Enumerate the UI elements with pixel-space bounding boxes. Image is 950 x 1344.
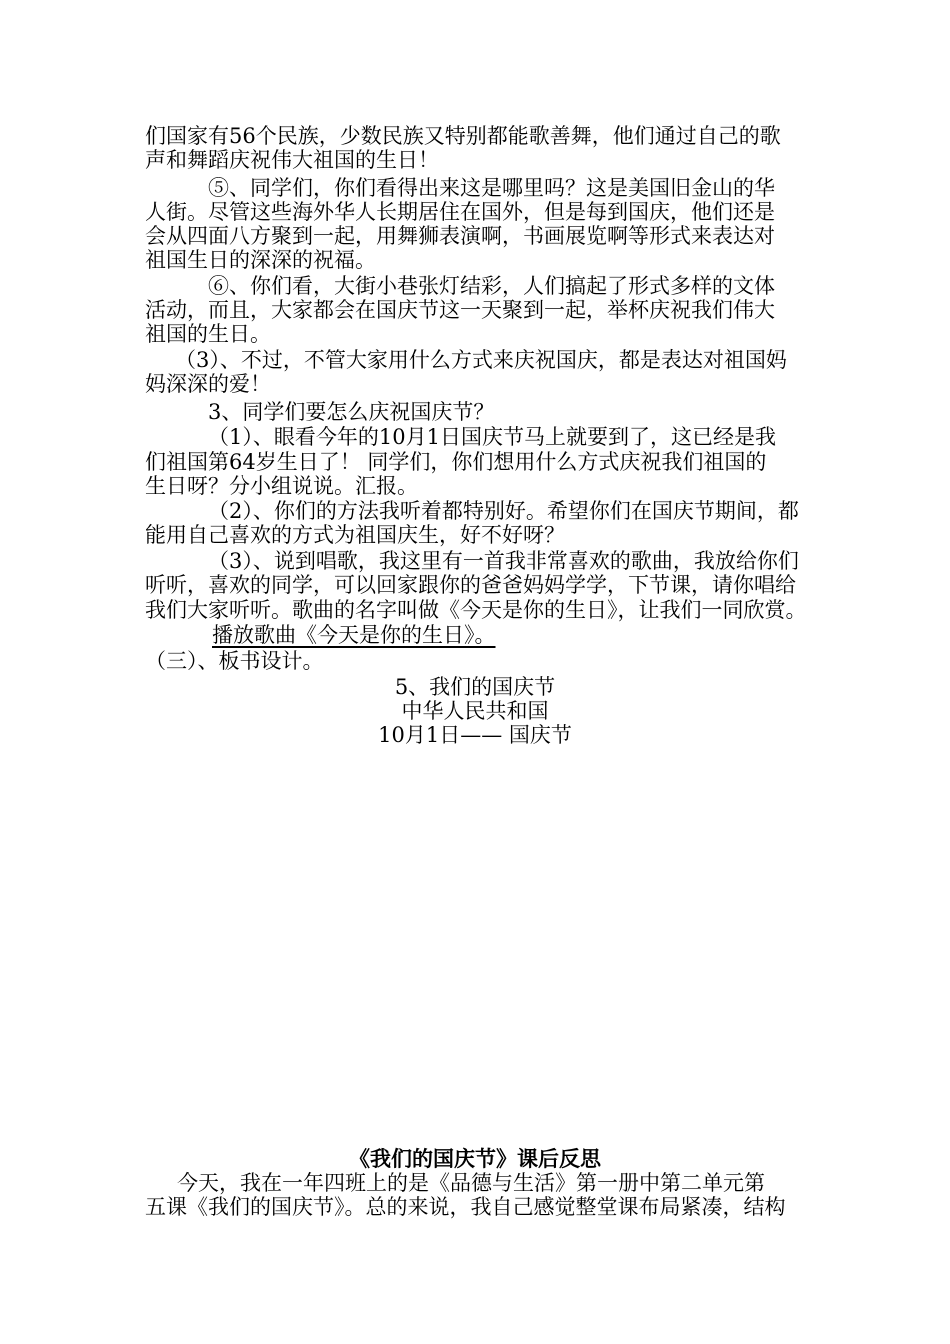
board-design-line: 中华人民共和国 — [401, 699, 549, 723]
text-line: 妈深深的爱！ — [145, 372, 271, 396]
text-line: 会从四面八方聚到一起，用舞狮表演啊，书画展览啊等形式来表达对 — [145, 224, 775, 248]
text-line: 我们大家听听。歌曲的名字叫做《今天是你的生日》，让我们一同欣赏。 — [145, 598, 807, 622]
text-line: 今天，我在一年四班上的是《品德与生活》第一册中第二单元第 — [177, 1171, 765, 1195]
text-line: 声和舞蹈庆祝伟大祖国的生日！ — [145, 148, 439, 172]
text-line: 们国家有56个民族，少数民族又特别都能歌善舞，他们通过自己的歌 — [145, 124, 781, 148]
text-line: 3、同学们要怎么庆祝国庆节？ — [208, 400, 495, 424]
board-design-title: 5、我们的国庆节 — [394, 675, 556, 699]
text-line: 祖国的生日。 — [145, 322, 271, 346]
board-design-line: 10月1日—— 国庆节 — [378, 723, 572, 747]
reflection-heading: 《我们的国庆节》课后反思 — [349, 1146, 601, 1171]
text-line: 人街。尽管这些海外华人长期居住在国外，但是每到国庆，他们还是 — [145, 200, 775, 224]
text-line: 五课《我们的国庆节》。总的来说，我自己感觉整堂课布局紧凑，结构 — [145, 1195, 786, 1219]
text-line: 生日呀？分小组说说。汇报。 — [145, 474, 418, 498]
text-line: （2）、你们的方法我听着都特别好。希望你们在国庆节期间，都 — [208, 499, 799, 523]
text-line: 听听，喜欢的同学，可以回家跟你的爸爸妈妈学学，下节课，请你唱给 — [145, 573, 796, 597]
text-line: 活动，而且，大家都会在国庆节这一天聚到一起，举杯庆祝我们伟大 — [145, 298, 775, 322]
text-line: （3）、不过，不管大家用什么方式来庆祝国庆，都是表达对祖国妈 — [175, 348, 787, 372]
play-song-line: 播放歌曲《今天是你的生日》。 — [212, 623, 496, 647]
text-line: （1）、眼看今年的10月1日国庆节马上就要到了，这已经是我 — [208, 425, 776, 449]
text-line: ⑥、你们看，大街小巷张灯结彩，人们搞起了形式多样的文体 — [208, 274, 775, 298]
text-line: （3）、说到唱歌，我这里有一首我非常喜欢的歌曲，我放给你们 — [208, 549, 799, 573]
section-heading: （三）、板书设计。 — [145, 649, 324, 673]
text-line: 们祖国第64岁生日了！ 同学们，你们想用什么方式庆祝我们祖国的 — [145, 450, 767, 474]
text-line: ⑤、同学们，你们看得出来这是哪里吗？这是美国旧金山的华 — [208, 176, 775, 200]
text-line: 能用自己喜欢的方式为祖国庆生，好不好呀？ — [145, 523, 565, 547]
text-line: 祖国生日的深深的祝福。 — [145, 248, 376, 272]
